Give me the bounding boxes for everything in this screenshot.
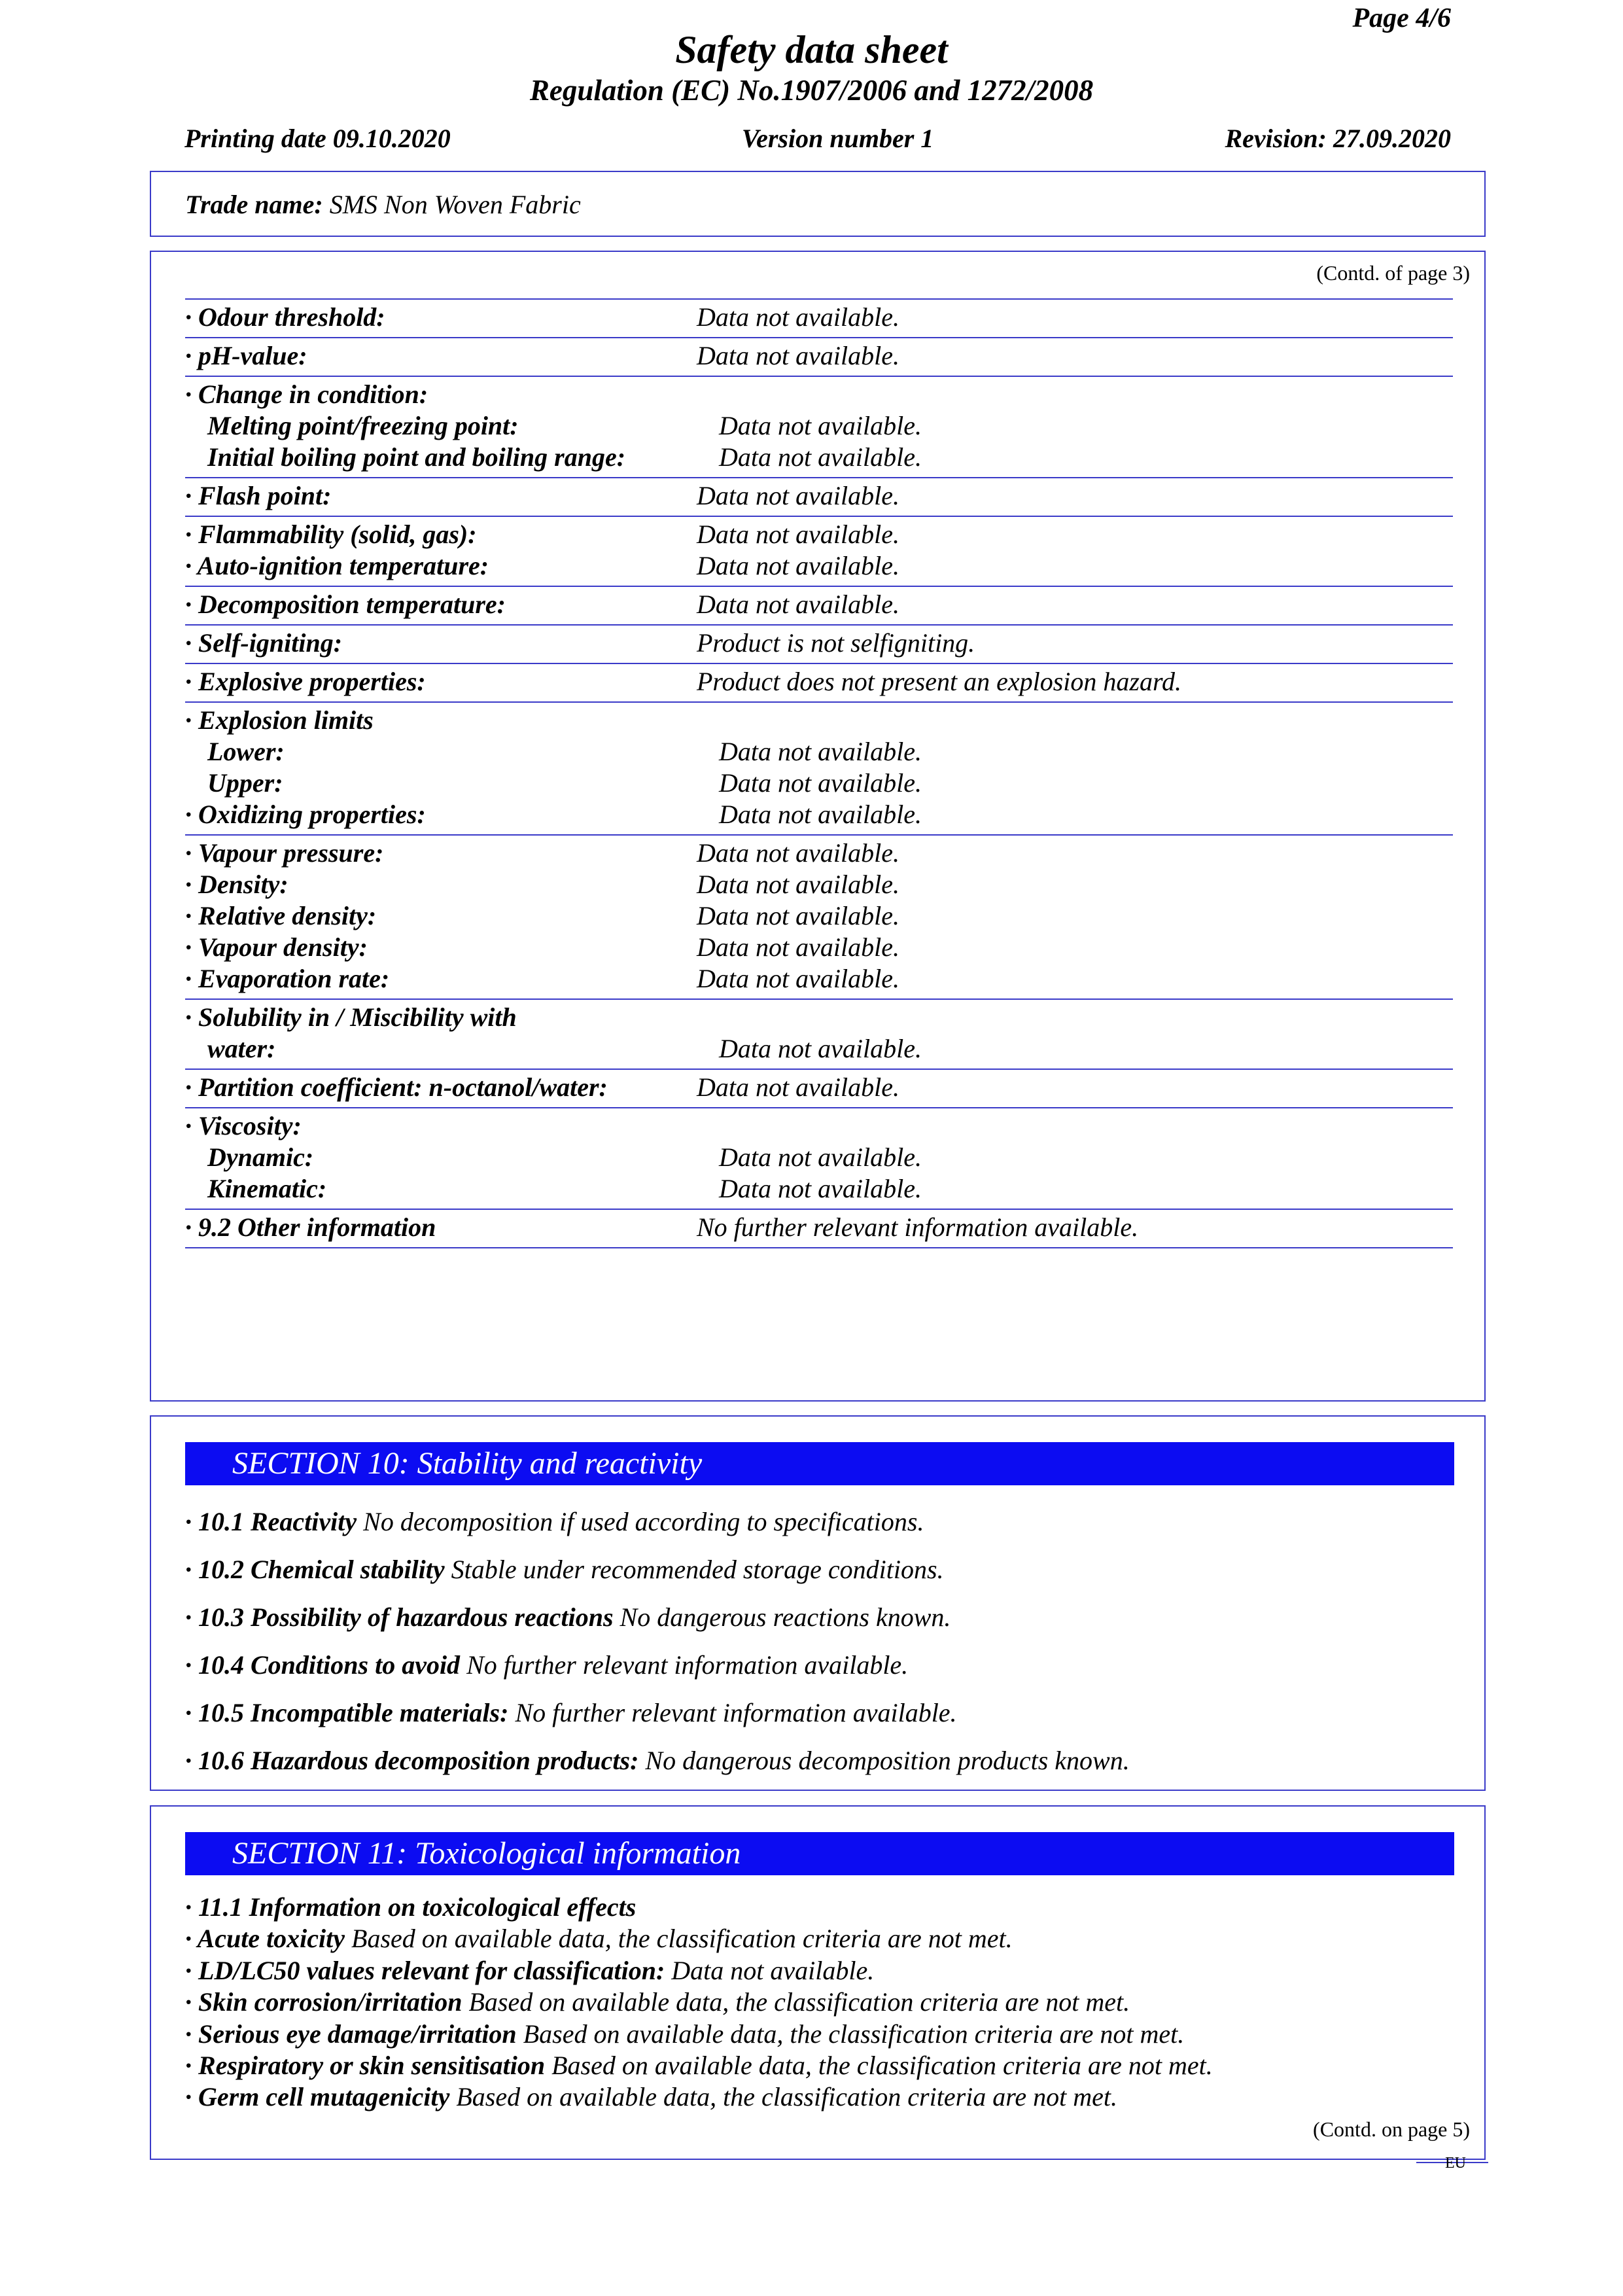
section-10-item: [185, 1745, 1130, 1776]
property-value: Data not available.: [697, 838, 899, 868]
property-row: [185, 519, 1453, 550]
property-row: [185, 900, 1453, 932]
property-group: [185, 299, 1453, 338]
section-10-item: [185, 1697, 957, 1728]
property-label: · Vapour pressure:: [185, 838, 384, 868]
property-value: [719, 379, 1453, 410]
property-label: Upper:: [207, 768, 283, 798]
continued-from-note: (Contd. of page 3): [1316, 261, 1470, 285]
item-label: · 10.1 Reactivity: [185, 1507, 357, 1536]
property-label: · Evaporation rate:: [185, 964, 390, 993]
property-label: · Self-igniting:: [185, 628, 343, 658]
property-label: Melting point/freezing point:: [207, 411, 519, 440]
property-value: Data not available.: [697, 341, 899, 370]
property-row: [185, 589, 1453, 620]
property-value: Data not available.: [719, 1034, 922, 1063]
property-value: Data not available.: [719, 411, 922, 440]
item-text: Based on available data, the classification criteria are not met.: [545, 2051, 1213, 2081]
item-label: · Serious eye damage/irritation: [185, 2019, 517, 2049]
property-label: · Partition coefficient: n-octanol/water:: [185, 1072, 608, 1102]
section-11-item: [185, 2019, 1213, 2050]
section-11-item: [185, 2081, 1213, 2113]
property-group: [185, 1209, 1453, 1248]
item-text: No dangerous decomposition products known.: [638, 1746, 1130, 1775]
item-label: · LD/LC50 values relevant for classification:: [185, 1955, 665, 1985]
property-label: · Explosive properties:: [185, 667, 426, 696]
property-value: Data not available.: [719, 800, 922, 829]
property-row: [185, 1142, 1453, 1173]
property-group: [185, 1108, 1453, 1209]
item-text: Based on available data, the classification criteria are not met.: [516, 2019, 1185, 2049]
property-value: Data not available.: [719, 442, 922, 472]
section-11-item: [185, 1987, 1213, 2018]
property-row: [185, 705, 1453, 736]
item-text: Based on available data, the classification criteria are not met.: [345, 1924, 1013, 1954]
trade-name-box: [150, 171, 1486, 237]
property-row: [185, 768, 1453, 799]
property-group: [185, 663, 1453, 702]
printing-date: Printing date 09.10.2020: [184, 124, 451, 153]
section-11-heading: SECTION 11: Toxicological information: [185, 1832, 1454, 1875]
property-value: Data not available.: [719, 737, 922, 766]
property-row: [185, 736, 1453, 768]
property-label: · Flammability (solid, gas):: [185, 520, 477, 549]
property-row: [185, 799, 1453, 830]
section-10-item: [185, 1602, 951, 1633]
property-row: [185, 379, 1453, 410]
property-group: [185, 376, 1453, 478]
property-row: [185, 838, 1453, 869]
property-value: Data not available.: [697, 302, 899, 332]
revision-date: Revision: 27.09.2020: [1225, 124, 1451, 153]
property-label: · Auto-ignition temperature:: [185, 551, 489, 580]
property-group: [185, 338, 1453, 376]
item-label: · 10.2 Chemical stability: [185, 1555, 445, 1584]
property-row: [185, 1072, 1453, 1103]
section-11-item: [185, 2050, 1213, 2081]
property-row: [185, 302, 1453, 333]
item-text: No further relevant information available.: [460, 1650, 909, 1680]
section-11-list: [185, 1892, 1213, 2113]
version-number: Version number 1: [741, 124, 934, 153]
section-10-item: [185, 1554, 944, 1585]
property-value: [719, 1110, 1453, 1142]
property-value: Data not available.: [697, 481, 899, 510]
property-value: Data not available.: [697, 520, 899, 549]
region-mark: EU: [1445, 2155, 1466, 2172]
property-value: Data not available.: [697, 932, 899, 962]
property-value: Product is not selfigniting.: [697, 628, 975, 658]
item-label: · Germ cell mutagenicity: [185, 2082, 450, 2112]
property-value: Data not available.: [697, 870, 899, 899]
property-row: [185, 869, 1453, 900]
property-row: [185, 932, 1453, 963]
property-row: [185, 666, 1453, 698]
property-value: [719, 1002, 1453, 1033]
section-10-heading: SECTION 10: Stability and reactivity: [185, 1442, 1454, 1485]
item-label: · 11.1 Information on toxicological effects: [185, 1892, 637, 1922]
section-11-item: [185, 1955, 1213, 1987]
property-row: [185, 963, 1453, 995]
item-text: Stable under recommended storage conditions.: [444, 1555, 944, 1584]
property-group: [185, 702, 1453, 835]
item-label: · 10.6 Hazardous decomposition products:: [185, 1746, 639, 1775]
item-label: · 10.5 Incompatible materials:: [185, 1698, 509, 1727]
item-text: Based on available data, the classification criteria are not met.: [462, 1987, 1130, 2017]
property-group: [185, 999, 1453, 1069]
continued-on-note: (Contd. on page 5): [1313, 2117, 1470, 2141]
item-text: Data not available.: [665, 1955, 875, 1985]
property-value: Data not available.: [719, 768, 922, 798]
section-10-item: [185, 1650, 908, 1680]
document-title: Safety data sheet: [675, 28, 948, 71]
trade-name-value: SMS Non Woven Fabric: [329, 190, 581, 219]
property-group: [185, 586, 1453, 625]
document-subtitle: Regulation (EC) No.1907/2006 and 1272/2008: [529, 74, 1094, 107]
trade-name-label: Trade name:: [185, 190, 323, 219]
property-row: [185, 410, 1453, 442]
property-group: [185, 1069, 1453, 1108]
property-row: [185, 1033, 1453, 1065]
property-label: · Flash point:: [185, 481, 332, 510]
property-label: · Relative density:: [185, 901, 377, 930]
property-row: [185, 340, 1453, 372]
section-10-box: [150, 1415, 1486, 1791]
property-row: [185, 442, 1453, 473]
trade-name-line: [185, 189, 581, 220]
property-label: · Decomposition temperature:: [185, 590, 506, 619]
property-row: [185, 627, 1453, 659]
property-group: [185, 625, 1453, 663]
property-row: [185, 1110, 1453, 1142]
item-label: · Skin corrosion/irritation: [185, 1987, 462, 2017]
property-label: · Viscosity:: [185, 1111, 302, 1140]
property-value: [719, 705, 1453, 736]
section-11-item: [185, 1923, 1213, 1954]
property-label: Initial boiling point and boiling range:: [207, 442, 626, 472]
property-value: Data not available.: [697, 1072, 899, 1102]
property-label: · Oxidizing properties:: [185, 800, 426, 829]
property-label: · Explosion limits: [185, 705, 374, 735]
property-value: Data not available.: [697, 964, 899, 993]
property-label: · Density:: [185, 870, 288, 899]
property-value: No further relevant information available.: [697, 1212, 1139, 1242]
property-row: [185, 550, 1453, 582]
property-label: · Odour threshold:: [185, 302, 385, 332]
property-row: [185, 1002, 1453, 1033]
section-11-item: [185, 1892, 1213, 1923]
property-value: Data not available.: [697, 590, 899, 619]
page-number: Page 4/6: [1352, 3, 1451, 33]
properties-table: [185, 298, 1453, 1248]
property-group: [185, 835, 1453, 999]
item-label: · Respiratory or skin sensitisation: [185, 2051, 546, 2081]
properties-box: [150, 251, 1486, 1402]
property-row: [185, 1173, 1453, 1205]
property-label: · Solubility in / Miscibility with: [185, 1002, 517, 1032]
property-value: Data not available.: [697, 551, 899, 580]
property-label: Dynamic:: [207, 1142, 314, 1172]
property-label: Lower:: [207, 737, 285, 766]
property-row: [185, 480, 1453, 512]
property-label: Kinematic:: [207, 1174, 327, 1203]
property-label: · Change in condition:: [185, 380, 428, 409]
property-row: [185, 1212, 1453, 1243]
property-value: Data not available.: [697, 901, 899, 930]
item-text: No dangerous reactions known.: [613, 1602, 951, 1632]
property-value: Data not available.: [719, 1142, 922, 1172]
section-10-item: [185, 1506, 924, 1537]
property-value: Data not available.: [719, 1174, 922, 1203]
item-text: Based on available data, the classification criteria are not met.: [449, 2082, 1117, 2112]
item-text: No decomposition if used according to specifications.: [357, 1507, 924, 1536]
property-label: · pH-value:: [185, 341, 307, 370]
item-text: No further relevant information available.: [508, 1698, 957, 1727]
item-label: · 10.3 Possibility of hazardous reactions: [185, 1602, 614, 1632]
property-value: Product does not present an explosion hazard.: [697, 667, 1182, 696]
meta-row: [184, 123, 1451, 154]
section-11-box: [150, 1805, 1486, 2160]
item-label: · Acute toxicity: [185, 1924, 345, 1954]
property-group: [185, 478, 1453, 516]
property-label: water:: [207, 1034, 276, 1063]
property-label: · 9.2 Other information: [185, 1212, 436, 1242]
item-label: · 10.4 Conditions to avoid: [185, 1650, 461, 1680]
property-label: · Vapour density:: [185, 932, 368, 962]
property-group: [185, 516, 1453, 586]
